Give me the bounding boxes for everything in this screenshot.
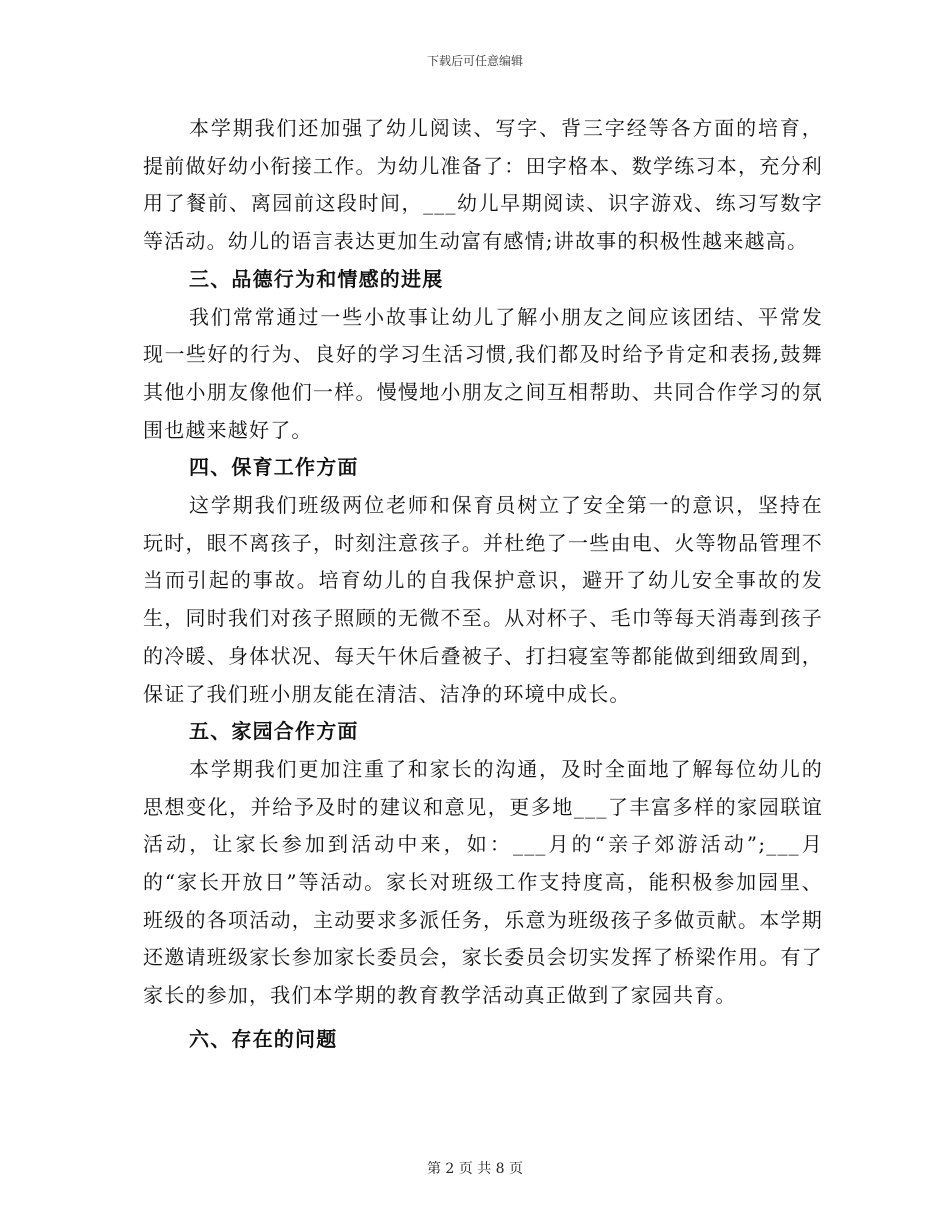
paragraph-moral-development: 我们常常通过一些小故事让幼儿了解小朋友之间应该团结、平常发现一些好的行为、良好的学习生活习惯,我们都及时给予肯定和表扬,鼓舞其他小朋友像他们一样。慢慢地小朋友之间互相帮助、共同合作学习的氛围也越来越好了。: [143, 304, 823, 442]
document-body: [143, 110, 823, 1059]
paragraph-home-school: 本学期我们更加注重了和家长的沟通，及时全面地了解每位幼儿的思想变化，并给予及时的建议和意见，更多地___了丰富多样的家园联谊活动，让家长参加到活动中来，如：___月的“亲子郊游活动”;___月的“家长开放日”等活动。家长对班级工作支持度高，能积极参加园里、班级的各项活动，主动要求多派任务，乐意为班级孩子多做贡献。本学期还邀请班级家长参加家长委员会，家长委员会切实发挥了桥梁作用。有了家长的参加，我们本学期的教育教学活动真正做到了家园共育。: [143, 756, 823, 1008]
heading-moral-development: 三、品德行为和情感的进展: [189, 266, 444, 291]
heading-childcare: 四、保育工作方面: [189, 455, 359, 480]
heading-home-school: 五、家园合作方面: [189, 719, 359, 744]
paragraph-reading: 本学期我们还加强了幼儿阅读、写字、背三字经等各方面的培育，提前做好幼小衔接工作。为幼儿准备了：田字格本、数学练习本，充分利用了餐前、离园前这段时间，___幼儿早期阅读、识字游戏、练习写数字等活动。幼儿的语言表达更加生动富有感情;讲故事的积极性越来越高。: [143, 116, 823, 254]
heading-problems: 六、存在的问题: [189, 1026, 338, 1051]
page-header-note: 下载后可任意编辑: [426, 54, 523, 68]
page-number: 第 2 页 共 8 页: [426, 1161, 524, 1177]
paragraph-childcare: 这学期我们班级两位老师和保育员树立了安全第一的意识，坚持在玩时，眼不离孩子，时刻注意孩子。并杜绝了一些由电、火等物品管理不当而引起的事故。培育幼儿的自我保护意识，避开了幼儿安全事故的发生，同时我们对孩子照顾的无微不至。从对杯子、毛巾等每天消毒到孩子的冷暖、身体状况、每天午休后叠被子、打扫寝室等都能做到细致周到，保证了我们班小朋友能在清洁、洁净的环境中成长。: [143, 493, 823, 706]
